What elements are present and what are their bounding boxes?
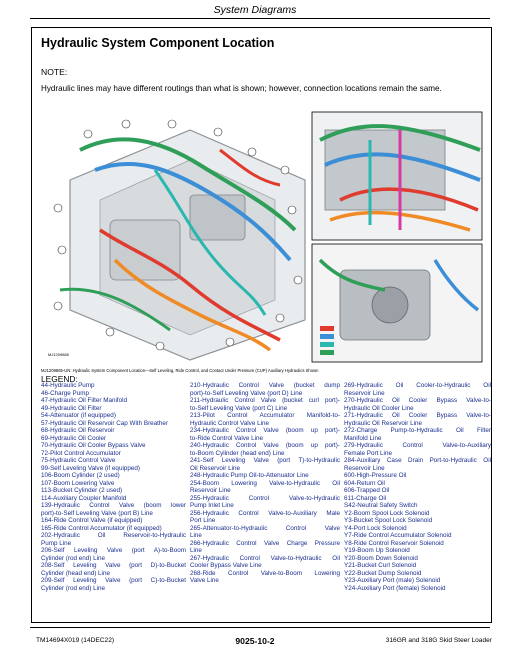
legend-item: 202-Hydraulic Oil Reservoir-to-Hydraulic xyxy=(41,532,186,539)
legend-item: Port Line xyxy=(190,517,216,524)
legend-item: 271-Hydraulic Oil Cooler Bypass Valve-to- xyxy=(344,412,491,419)
legend-item: Y19-Boom Up Solenoid xyxy=(344,547,410,554)
legend-item: Y2-Boom Spool Lock Solenoid xyxy=(344,509,430,517)
footer-rule xyxy=(30,627,490,628)
legend-item: 269-Hydraulic Oil Cooler-to-Hydraulic Oil xyxy=(344,382,491,389)
legend-item: Y23-Auxiliary Port (male) Solenoid xyxy=(344,577,441,584)
legend-item: Manifold Line xyxy=(344,434,382,442)
legend-item: 210-Hydraulic Control Valve (bucket dump xyxy=(190,382,340,389)
legend-item: S42-Neutral Safety Switch xyxy=(344,502,418,509)
legend-item: 279-Hydraulic Control Valve-to-Auxiliary xyxy=(344,442,491,449)
legend-item: 139-Hydraulic Control Valve (boom lower xyxy=(41,502,186,509)
legend-item: 165-Ride Control Accumulator (if equipped) xyxy=(41,524,162,532)
legend-item: 268-Ride Control Valve-to-Boom Lowering xyxy=(190,569,340,577)
legend-item: 270-Hydraulic Oil Cooler Bypass Valve-to- xyxy=(344,397,491,404)
legend-item: Cylinder (rod end) Line xyxy=(41,554,106,562)
legend-item: 255-Hydraulic Control Valve-to-Hydraulic xyxy=(190,494,340,502)
legend-item: 256-Hydraulic Control Valve-to-Auxiliary Male xyxy=(190,509,340,517)
legend-item: 208-Self Leveling Valve (port D)-to-Bucket xyxy=(41,562,186,569)
legend-item: to-Ride Control Valve Line xyxy=(190,434,264,442)
legend-item: Y22-Bucket Dump Solenoid xyxy=(344,569,422,577)
legend-item: 240-Hydraulic Control Valve (boom up port)- xyxy=(190,442,340,449)
legend-item: 75-Hydraulic Control Valve xyxy=(41,457,116,464)
footer-page-number: 9025-10-2 xyxy=(235,636,275,646)
legend-item: Hydraulic Oil Cooler Line xyxy=(344,404,414,412)
legend-item: 272-Charge Pump-to-Hydraulic Oil Filter xyxy=(344,427,491,434)
legend-item: 248-Hydraulic Pump Oil-to-Attenuator Line xyxy=(190,472,309,479)
footer-doc-id: TM14694X019 (14DEC22) xyxy=(36,637,115,644)
legend-item: Female Port Line xyxy=(344,449,392,457)
legend-item: Cooler Bypass Valve Line xyxy=(190,562,262,569)
page-header: System Diagrams xyxy=(213,4,297,16)
legend-item: 46-Charge Pump xyxy=(41,389,89,397)
legend-item: 99-Self Leveling Valve (if equipped) xyxy=(41,464,140,472)
legend-item: 265-Attenuator-to-Hydraulic Control Valve xyxy=(190,524,340,532)
legend-item: 267-Hydraulic Control Valve-to-Hydraulic Oil xyxy=(190,554,340,562)
legend-item: 284-Auxiliary Case Drain Port-to-Hydraulic Oil xyxy=(344,457,491,464)
valve-inset-view xyxy=(312,112,482,240)
legend-item: Reservoir Line xyxy=(344,464,385,472)
figure-illustration xyxy=(40,110,485,365)
legend-item: 72-Pilot Control Accumulator xyxy=(41,449,121,457)
legend-item: 604-Return Oil xyxy=(344,479,385,487)
hydraulic-component-figure xyxy=(40,110,485,365)
legend-item: 47-Hydraulic Oil Filter Manifold xyxy=(41,397,128,404)
legend-item: Y4-Port Lock Solenoid xyxy=(344,524,407,532)
pump-inset-view xyxy=(312,244,482,362)
legend-item: port)-to-Self Leveling Valve (port B) Line xyxy=(41,509,153,517)
legend-item: 206-Self Leveling Valve (port A)-to-Boom xyxy=(41,547,186,554)
legend-item: 44-Hydraulic Pump xyxy=(41,382,95,389)
legend-item: Y8-Ride Control Reservoir Solenoid xyxy=(344,539,444,547)
legend-item: port)-to-Self Leveling Valve (port D) Line xyxy=(190,389,303,397)
legend-item: 106-Boom Cylinder (2 used) xyxy=(41,472,120,479)
legend-column-1 xyxy=(41,382,186,592)
legend-item: 54-Attenuator (if equipped) xyxy=(41,412,116,419)
legend-item: Line xyxy=(190,547,202,554)
legend-item: Y21-Bucket Curl Solenoid xyxy=(344,562,417,569)
page-title: Hydraulic System Component Location xyxy=(41,36,275,50)
main-machine-view xyxy=(42,112,310,362)
figure-caption: MJ1209865-UN: Hydraulic System Component Location—Self Leveling, Ride Control, and Contact Under Pressure (CUP) Auxiliary Hydraulics Shown xyxy=(41,368,319,373)
legend-item: Y20-Boom Down Solenoid xyxy=(344,554,418,562)
legend-item: 606-Trapped Oil xyxy=(344,487,390,494)
legend-item: Reservoir Line xyxy=(344,389,385,397)
legend-item: Cylinder (head end) Line xyxy=(41,569,110,577)
legend-item: Valve Line xyxy=(190,577,219,584)
legend-item: 114-Auxiliary Coupler Manifold xyxy=(41,494,127,502)
legend-item: 234-Hydraulic Control Valve (boom up port)- xyxy=(190,427,340,434)
legend-item: Pump Inlet Line xyxy=(190,502,234,509)
legend-item: Y3-Bucket Spool Lock Solenoid xyxy=(344,517,433,524)
legend-item: 70-Hydraulic Oil Cooler Bypass Valve xyxy=(41,442,146,449)
legend-item: 107-Boom Lowering Valve xyxy=(41,479,115,487)
legend-column-3 xyxy=(344,382,491,592)
legend-item: 600-High-Pressure Oil xyxy=(344,472,407,479)
legend-item: Reservoir Line xyxy=(190,487,231,494)
legend-item: to-Boom Cylinder (head end) Line xyxy=(190,449,285,457)
legend-item: 241-Self Leveling Valve (port T)-to-Hydraulic xyxy=(190,457,340,464)
legend-item: 113-Bucket Cylinder (2 used) xyxy=(41,487,123,494)
legend-item: Oil Reservoir Line xyxy=(190,464,241,472)
legend-item: Y7-Ride Control Accumulator Solenoid xyxy=(344,532,452,539)
legend-item: 611-Charge Oil xyxy=(344,494,387,502)
legend-item: 266-Hydraulic Control Valve Charge Pressure xyxy=(190,539,340,547)
note-label: NOTE: xyxy=(41,67,68,77)
legend-item: Line xyxy=(190,532,202,539)
legend-item: 254-Boom Lowering Valve-to-Hydraulic Oil xyxy=(190,479,340,487)
figure-id: MJ1209865 xyxy=(48,352,69,357)
legend-heading: LEGEND: xyxy=(41,374,78,384)
header-rule xyxy=(30,18,490,19)
legend-item: Hydraulic Oil Reservoir Line xyxy=(344,419,423,427)
note-text: Hydraulic lines may have different routings than what is shown; however, connection locations remain the same. xyxy=(41,84,442,93)
legend-item: 49-Hydraulic Oil Filter xyxy=(41,404,102,412)
legend-item: 69-Hydraulic Oil Cooler xyxy=(41,434,107,442)
legend-item: Y24-Auxiliary Port (female) Solenoid xyxy=(344,584,446,592)
footer-model: 316GR and 318G Skid Steer Loader xyxy=(385,637,492,644)
legend-item: Hydraulic Control Valve Line xyxy=(190,419,269,427)
legend-item: Pump Line xyxy=(41,539,72,547)
legend-item: 209-Self Leveling Valve (port C)-to-Bucket xyxy=(41,577,186,584)
legend-item: 57-Hydraulic Oil Reservoir Cap With Breather xyxy=(41,419,169,427)
legend-item: 211-Hydraulic Control Valve (bucket curl port)- xyxy=(190,397,340,404)
legend-item: 68-Hydraulic Oil Reservoir xyxy=(41,427,115,434)
legend-item: to-Self Leveling Valve (port C) Line xyxy=(190,404,288,412)
legend-item: 164-Ride Control Valve (if equipped) xyxy=(41,517,143,524)
legend-item: Cylinder (rod end) Line xyxy=(41,584,106,592)
legend-item: 213-Pilot Control Accumulator Manifold-to- xyxy=(190,412,340,419)
legend-column-2 xyxy=(190,382,340,585)
